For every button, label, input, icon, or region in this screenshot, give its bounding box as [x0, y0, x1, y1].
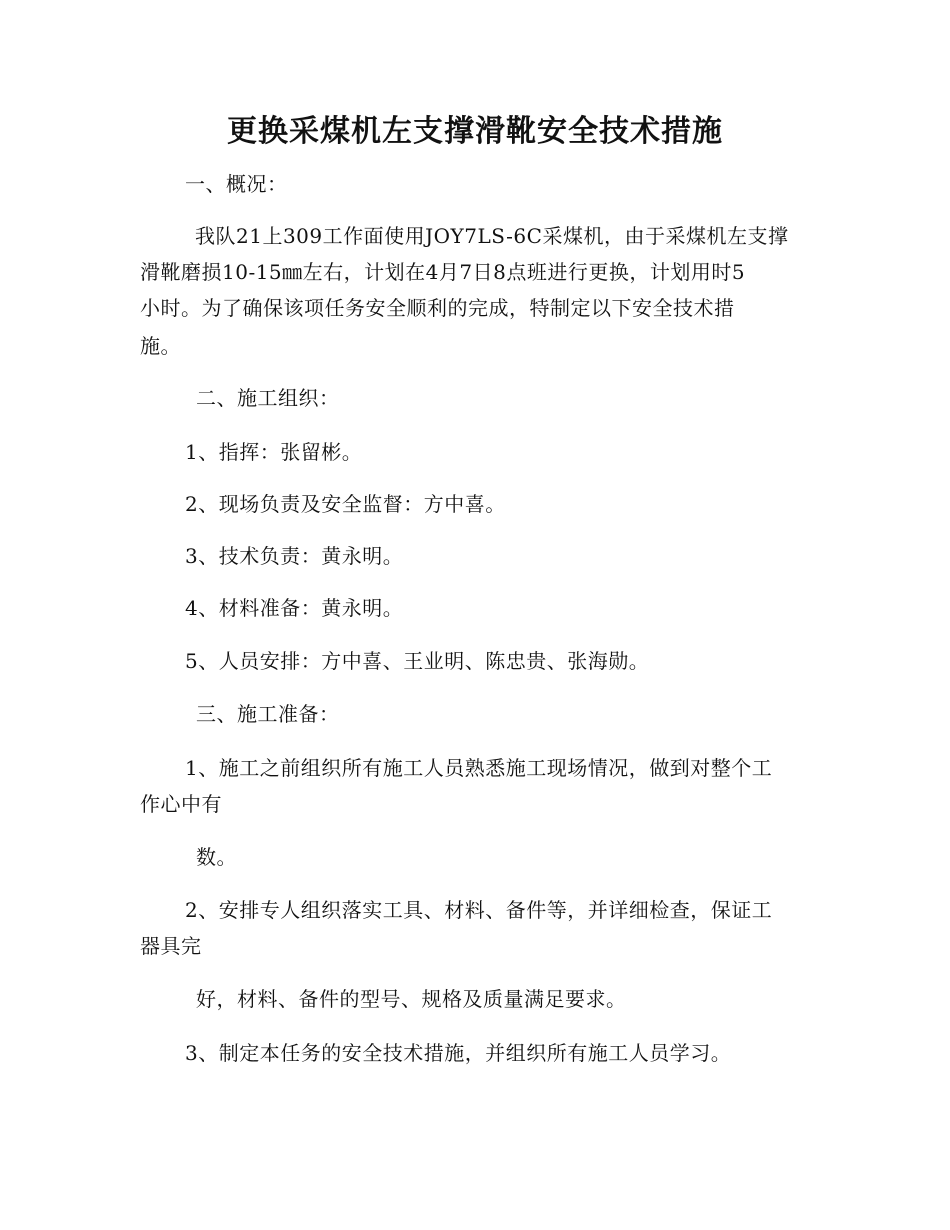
list-item-continuation: 数。	[196, 845, 237, 869]
list-item-continuation: 好，材料、备件的型号、规格及质量满足要求。	[196, 987, 627, 1011]
paragraph-line: 滑靴磨损10-15㎜左右，计划在4月7日8点班进行更换，计划用时5	[140, 260, 746, 284]
list-item: 4、材料准备：黄永明。	[185, 596, 404, 620]
list-item-continuation: 作心中有	[140, 792, 222, 816]
paragraph-line: 我队21上309工作面使用JOY7LS-6C采煤机，由于采煤机左支撑	[195, 224, 789, 248]
list-item: 3、制定本任务的安全技术措施，并组织所有施工人员学习。	[185, 1041, 732, 1065]
list-item: 3、技术负责：黄永明。	[185, 544, 404, 568]
list-item: 2、现场负责及安全监督：方中喜。	[185, 492, 506, 516]
section-heading-overview: 一、概况：	[185, 172, 288, 196]
paragraph-line: 施。	[140, 334, 181, 358]
list-item: 5、人员安排：方中喜、王业明、陈忠贵、张海勋。	[185, 649, 650, 673]
list-item-continuation: 器具完	[140, 934, 202, 958]
list-item: 1、指挥：张留彬。	[185, 440, 363, 464]
section-heading-organization: 二、施工组织：	[196, 386, 340, 410]
document-title: 更换采煤机左支撑滑靴安全技术措施	[227, 114, 723, 149]
paragraph-line: 小时。为了确保该项任务安全顺利的完成，特制定以下安全技术措	[140, 296, 735, 320]
list-item: 2、安排专人组织落实工具、材料、备件等，并详细检查，保证工	[185, 898, 773, 922]
section-heading-preparation: 三、施工准备：	[196, 702, 340, 726]
list-item: 1、施工之前组织所有施工人员熟悉施工现场情况，做到对整个工	[185, 756, 773, 780]
